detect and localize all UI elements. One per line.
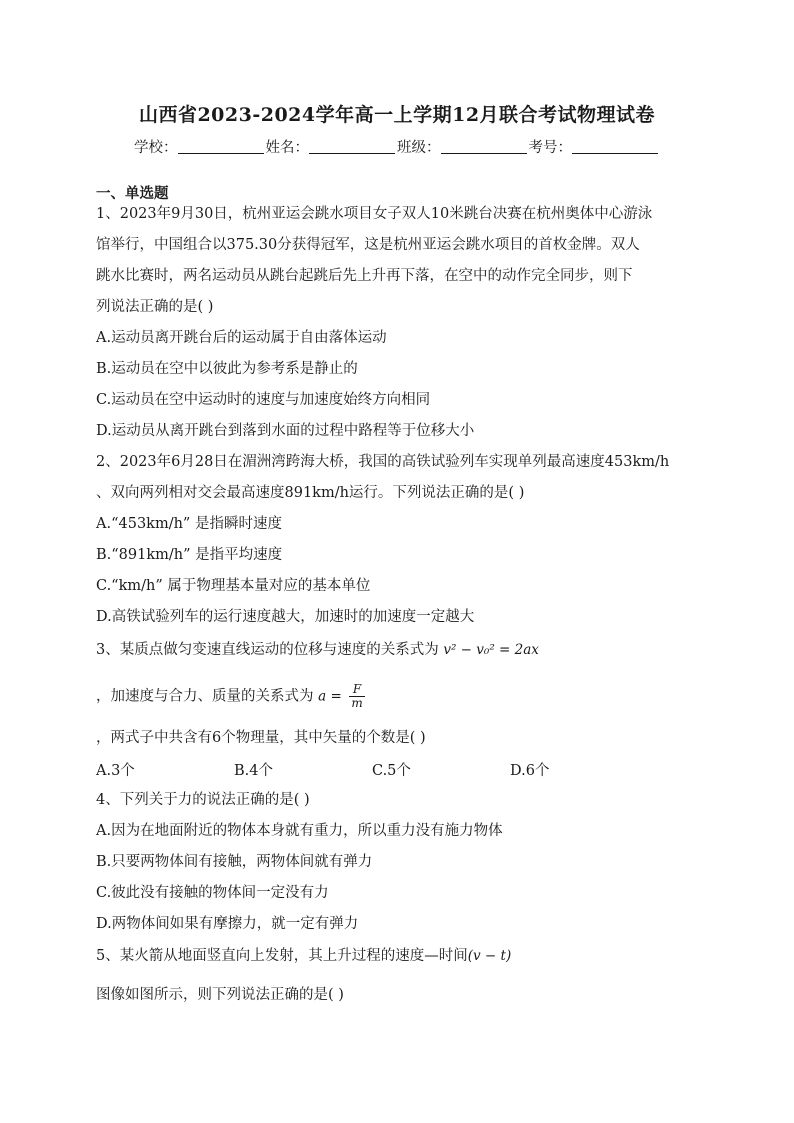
q2-option-b: B.“891km/h” 是指平均速度 <box>96 547 283 563</box>
q5-text-line-1 <box>96 946 511 966</box>
q1-option-b: B.运动员在空中以彼此为参考系是静止的 <box>96 361 358 377</box>
name-label: 姓名： <box>265 140 309 156</box>
q3-option-c: C.5个 <box>372 763 411 779</box>
q3-text-line-1 <box>96 640 539 660</box>
section-title: 一、单选题 <box>96 185 169 202</box>
q1-text-line-2: 馆举行，中国组合以375.30分获得冠军，这是杭州亚运会跳水项目的首枚金牌。双人 <box>96 237 640 253</box>
q5-stem-1: 5、某火箭从地面竖直向上发射，其上升过程的速度—时间 <box>96 948 468 964</box>
class-label: 班级： <box>397 140 441 156</box>
q1-option-c: C.运动员在空中运动时的速度与加速度始终方向相同 <box>96 392 431 408</box>
q4-text-line-1: 4、下列关于力的说法正确的是( ) <box>96 792 310 808</box>
q2-text-line-2: 、双向两列相对交会最高速度891km/h运行。下列说法正确的是( ) <box>96 485 525 501</box>
q1-option-a: A.运动员离开跳台后的运动属于自由落体运动 <box>96 330 387 346</box>
q2-option-c: C.“km/h” 属于物理基本量对应的基本单位 <box>96 578 371 594</box>
q3-fraction-denominator: m <box>351 696 363 710</box>
q3-option-d: D.6个 <box>510 763 550 779</box>
q3-text-line-3: ，两式子中共含有6个物理量，其中矢量的个数是( ) <box>96 730 426 746</box>
school-label: 学校： <box>134 140 178 156</box>
q5-formula: (v − t) <box>467 948 512 964</box>
q3-stem-1: 3、某质点做匀变速直线运动的位移与速度的关系式为 <box>96 642 439 658</box>
exam-no-blank[interactable] <box>572 139 658 154</box>
q1-text-line-4: 列说法正确的是( ) <box>96 299 214 315</box>
q2-text-line-1: 2、2023年6月28日在湄洲湾跨海大桥，我国的高铁试验列车实现单列最高速度453km/h <box>96 454 670 470</box>
name-blank[interactable] <box>309 139 395 154</box>
q1-text-line-3: 跳水比赛时，两名运动员从跳台起跳后先上升再下落，在空中的动作完全同步，则下 <box>96 268 633 284</box>
q4-option-d: D.两物体间如果有摩擦力，就一定有弹力 <box>96 916 359 932</box>
q3-option-b: B.4个 <box>234 763 273 779</box>
q4-option-c: C.彼此没有接触的物体间一定没有力 <box>96 885 329 901</box>
q2-option-d: D.高铁试验列车的运行速度越大，加速时的加速度一定越大 <box>96 609 475 625</box>
q2-option-a: A.“453km/h” 是指瞬时速度 <box>96 516 282 532</box>
q4-option-a: A.因为在地面附近的物体本身就有重力，所以重力没有施力物体 <box>96 823 503 839</box>
school-blank[interactable] <box>178 139 264 154</box>
class-blank[interactable] <box>441 139 527 154</box>
exam-no-label: 考号： <box>528 140 572 156</box>
q1-option-d: D.运动员从离开跳台到落到水面的过程中路程等于位移大小 <box>96 423 475 439</box>
q3-formula-lhs: a = <box>318 688 342 705</box>
student-info-line <box>0 136 794 157</box>
q3-text-line-2 <box>96 683 365 710</box>
q3-fraction-numerator: F <box>349 683 364 697</box>
q4-option-b: B.只要两物体间有接触，两物体间就有弹力 <box>96 854 373 870</box>
q3-stem-2: ，加速度与合力、质量的关系式为 <box>96 688 314 705</box>
page-title: 山西省2023-2024学年高一上学期12月联合考试物理试卷 <box>138 104 656 126</box>
q1-text-line-1: 1、2023年9月30日，杭州亚运会跳水项目女子双人10米跳台决赛在杭州奥体中心游泳 <box>96 206 653 222</box>
q3-option-a: A.3个 <box>96 763 135 779</box>
q5-text-line-2: 图像如图所示，则下列说法正确的是( ) <box>96 987 344 1003</box>
q3-formula-kinematics: v² − v₀² = 2ax <box>443 642 539 658</box>
q3-formula-fraction <box>349 683 364 710</box>
